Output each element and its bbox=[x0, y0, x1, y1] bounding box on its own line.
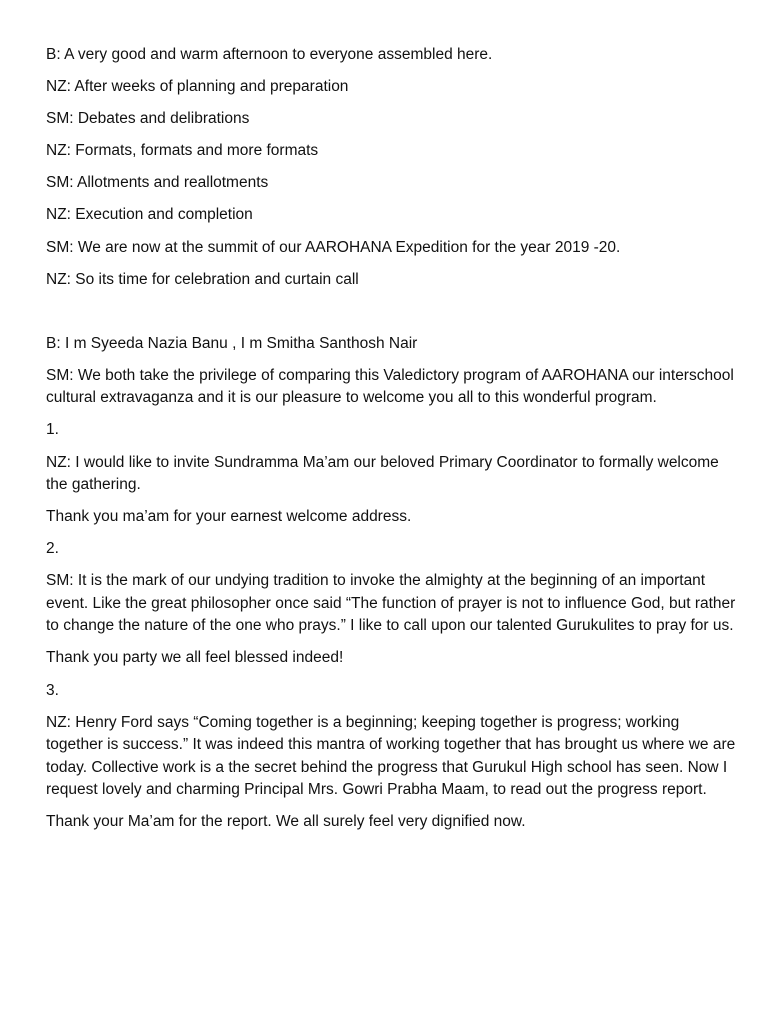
names-line: B: I m Syeeda Nazia Banu , I m Smitha Santhosh Nair bbox=[46, 334, 418, 352]
intro-line-execution: NZ: Execution and completion bbox=[46, 206, 253, 224]
item-3-paragraph: NZ: Henry Ford says “Coming together is a beginning; keeping together is progress; working together is success.” It was indeed this mantra of working together that has brought us where we are today. Collective work is a the secret behind the progress that Gurukul High school has seen. Now I request lovely and charming Principal Mrs. Gowri Prabha Maam, to read out the progress report. bbox=[46, 713, 736, 799]
item-number-1: 1. bbox=[46, 421, 59, 439]
blank-gap bbox=[46, 301, 736, 333]
intro-line-formats: NZ: Formats, formats and more formats bbox=[46, 142, 319, 160]
item-2-thanks: Thank you party we all feel blessed indeed! bbox=[46, 649, 344, 667]
document-page bbox=[46, 44, 736, 843]
item-1-paragraph: NZ: I would like to invite Sundramma Ma’am our beloved Primary Coordinator to formally welcome the gathering. bbox=[46, 453, 719, 494]
intro-line-debates: SM: Debates and delibrations bbox=[46, 110, 250, 128]
privilege-paragraph: SM: We both take the privilege of comparing this Valedictory program of AAROHANA our interschool cultural extravaganza and it is our pleasure to welcome you all to this wonderful program. bbox=[46, 366, 734, 407]
item-1-thanks: Thank you ma’am for your earnest welcome address. bbox=[46, 508, 412, 526]
intro-line-celebration: NZ: So its time for celebration and curtain call bbox=[46, 270, 359, 288]
item-number-2: 2. bbox=[46, 540, 59, 558]
intro-line-summit: SM: We are now at the summit of our AAROHANA Expedition for the year 2019 -20. bbox=[46, 238, 621, 256]
item-2-paragraph: SM: It is the mark of our undying tradition to invoke the almighty at the beginning of an important event. Like the great philosopher once said “The function of prayer is not to influence God, but rather to change the nature of the one who prays.” I like to call upon our talented Gurukulites to pray for us. bbox=[46, 572, 736, 635]
intro-line-allotments: SM: Allotments and reallotments bbox=[46, 174, 269, 192]
item-3-thanks: Thank your Ma’am for the report. We all surely feel very dignified now. bbox=[46, 813, 526, 831]
intro-line-planning: NZ: After weeks of planning and preparation bbox=[46, 78, 349, 96]
intro-line-welcome: B: A very good and warm afternoon to everyone assembled here. bbox=[46, 46, 493, 63]
item-number-3: 3. bbox=[46, 681, 59, 699]
